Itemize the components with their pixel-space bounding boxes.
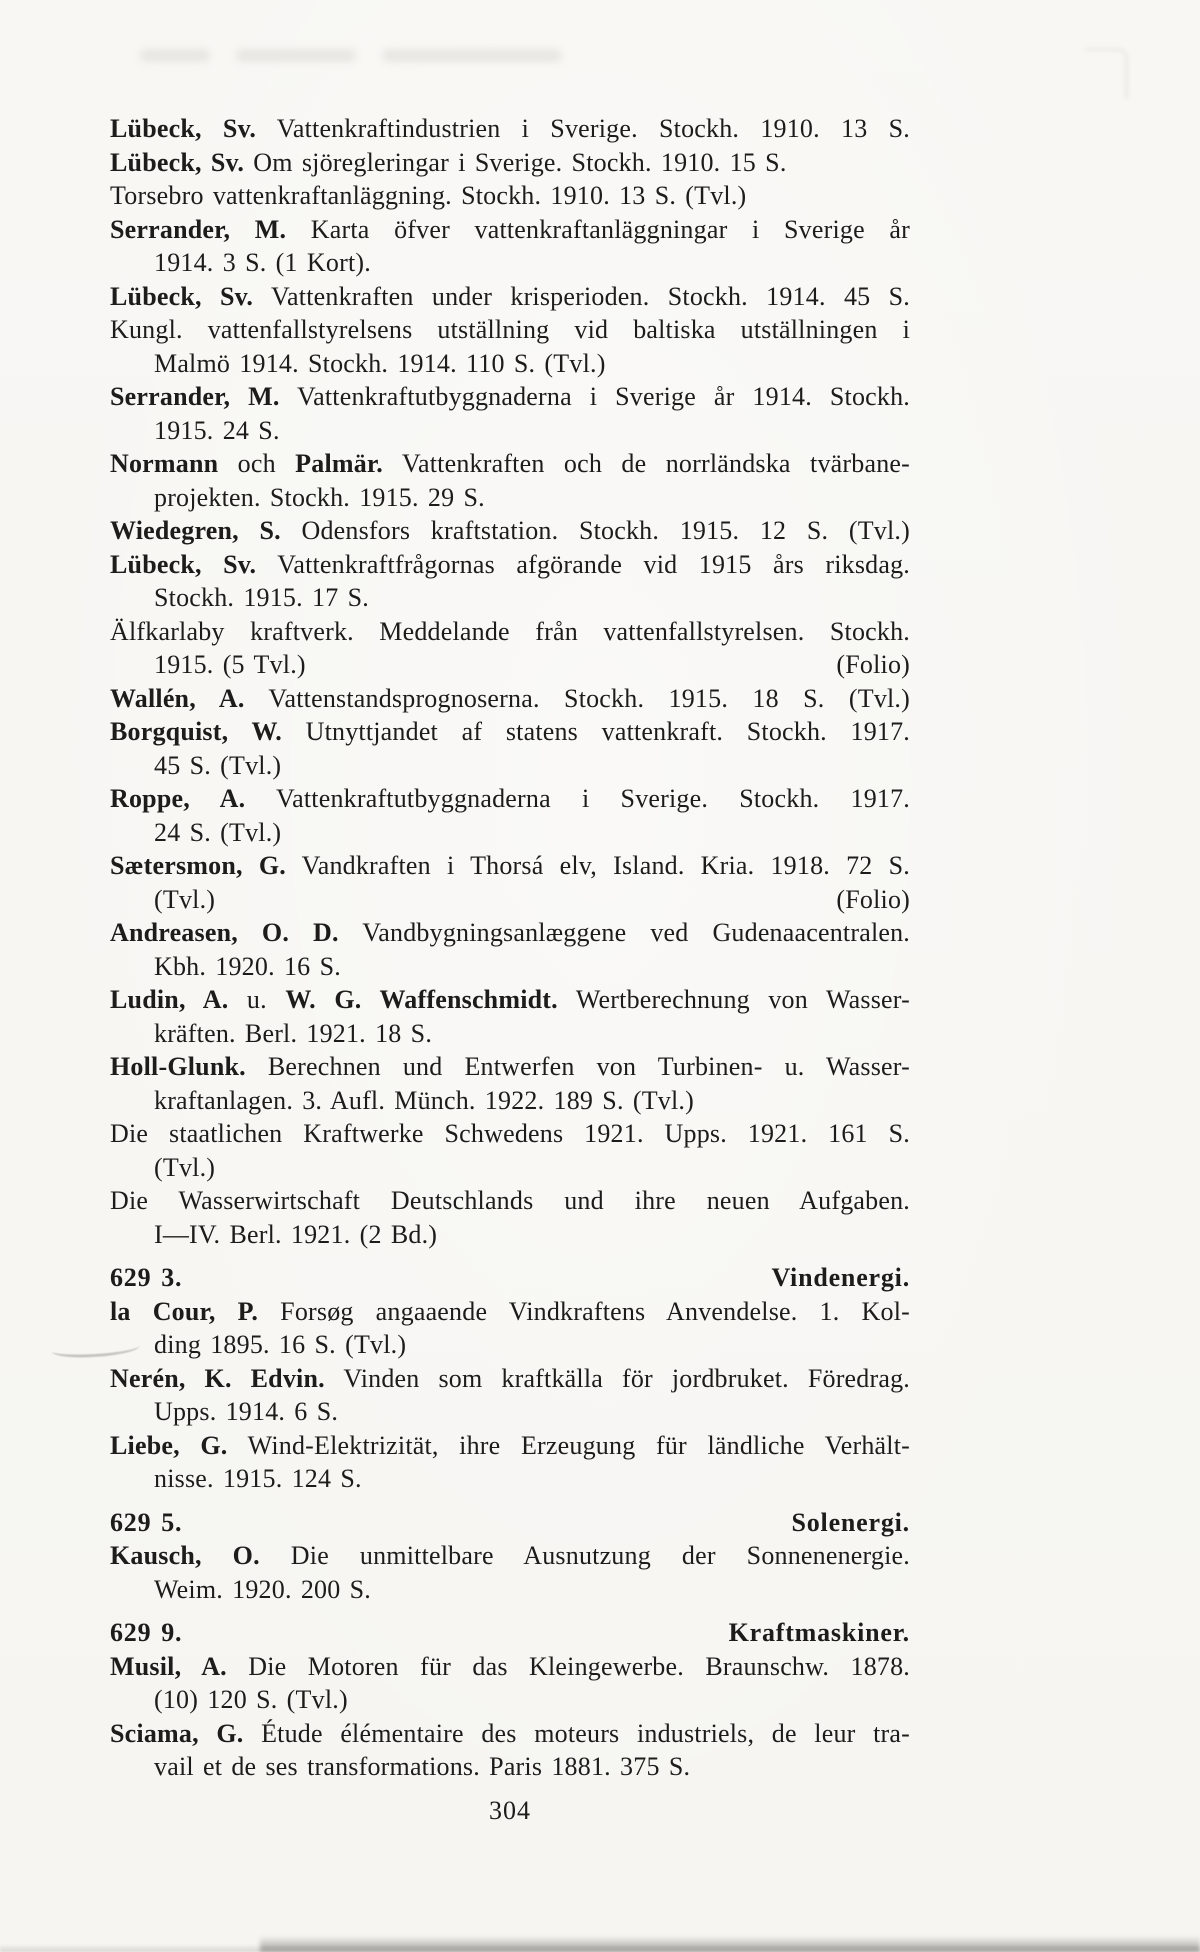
text-segment: kraftanlagen. 3. Aufl. Münch. 1922. 189 S. (Tvl.) bbox=[154, 1085, 694, 1115]
text-segment: Kungl. vattenfallstyrelsens utställning vid baltiska utställningen i bbox=[110, 315, 910, 344]
text-segment: I—IV. Berl. 1921. (2 Bd.) bbox=[154, 1219, 438, 1249]
bib-line bbox=[110, 414, 910, 448]
text-segment: Om sjöregleringar i Sverige. Stockh. 1910. 15 S. bbox=[244, 147, 787, 177]
bib-line bbox=[110, 548, 910, 582]
text-segment: Forsøg angaaende Vindkraftens Anvendelse. 1. Kol- bbox=[258, 1296, 910, 1326]
author-name: Nerén, K. Edvin. bbox=[110, 1363, 325, 1393]
bibliography-text bbox=[110, 112, 910, 1784]
bib-line bbox=[110, 1539, 910, 1573]
bib-line bbox=[110, 280, 910, 314]
author-name: Serrander, M. bbox=[110, 214, 287, 244]
text-segment: Wind-Elektrizität, ihre Erzeugung für ländliche Verhält- bbox=[227, 1430, 910, 1460]
page-number: 304 bbox=[489, 1796, 531, 1825]
text-segment: Wertberechnung von Wasser- bbox=[557, 985, 910, 1014]
line-right-text: (Folio) bbox=[836, 650, 910, 679]
line-left-text bbox=[154, 648, 306, 682]
bib-line bbox=[110, 1017, 910, 1051]
text-segment: Odensfors kraftstation. Stockh. 1915. 12 S. (Tvl.) bbox=[280, 516, 910, 545]
author-name: Kausch, O. bbox=[110, 1541, 260, 1570]
section-title: Solenergi. bbox=[791, 1507, 910, 1537]
bib-line bbox=[110, 146, 910, 180]
bib-line bbox=[110, 1218, 910, 1252]
section-header bbox=[110, 1261, 910, 1295]
bleedthrough-ghost-mark bbox=[1085, 48, 1128, 99]
text-segment: (Tvl.) bbox=[154, 884, 216, 914]
text-segment: 45 S. (Tvl.) bbox=[154, 750, 282, 780]
bib-line bbox=[110, 883, 910, 917]
text-segment: (10) 120 S. (Tvl.) bbox=[154, 1685, 348, 1714]
author-name: Roppe, A. bbox=[110, 784, 246, 813]
section-code: 629 9. bbox=[110, 1618, 183, 1647]
bib-line bbox=[110, 481, 910, 515]
text-segment: Torsebro vattenkraftanläggning. Stockh. 1910. 13 S. (Tvl.) bbox=[110, 181, 747, 210]
text-segment: u. bbox=[228, 985, 286, 1014]
line-left-text bbox=[154, 883, 215, 917]
section-title: Vindenergi. bbox=[771, 1263, 910, 1292]
bib-line bbox=[110, 1295, 910, 1329]
bib-line bbox=[110, 1650, 910, 1684]
text-segment: Vattenstandsprognoserna. Stockh. 1915. 18 S. (Tvl.) bbox=[244, 683, 910, 713]
section-code: 629 3. bbox=[110, 1263, 183, 1292]
text-segment: Vandkraften i Thorsá elv, Island. Kria. 1918. 72 S. bbox=[285, 851, 910, 880]
author-name: Serrander, M. bbox=[110, 382, 280, 411]
bib-line bbox=[110, 916, 910, 950]
section-header bbox=[110, 1506, 910, 1540]
bib-line bbox=[110, 581, 910, 615]
text-segment: ding 1895. 16 S. (Tvl.) bbox=[154, 1330, 407, 1359]
text-segment: Älfkarlaby kraftverk. Meddelande från vattenfallstyrelsen. Stockh. bbox=[110, 616, 910, 646]
text-segment: Vandbygningsanlæggene ved Gudenaacentralen. bbox=[338, 918, 910, 947]
bib-line bbox=[110, 749, 910, 783]
bib-line bbox=[110, 816, 910, 850]
author-name: Normann bbox=[110, 449, 219, 478]
text-segment: Vattenkraftutbyggnaderna i Sverige år 1914. Stockh. bbox=[279, 382, 910, 411]
text-segment: Upps. 1914. 6 S. bbox=[154, 1397, 339, 1426]
bib-line bbox=[110, 1750, 910, 1784]
bib-line bbox=[110, 1328, 910, 1362]
author-name: Lübeck, Sv. bbox=[110, 147, 245, 177]
text-segment: Die staatlichen Kraftwerke Schwedens 1921. Upps. 1921. 161 S. bbox=[110, 1119, 910, 1148]
author-name: Lübeck, Sv. bbox=[110, 281, 254, 311]
author-name: Lübeck, Sv. bbox=[110, 114, 257, 143]
bib-line bbox=[110, 849, 910, 883]
bib-line bbox=[110, 246, 910, 280]
section-header bbox=[110, 1616, 910, 1650]
author-name: Wiedegren, S. bbox=[110, 516, 281, 545]
bib-line bbox=[110, 313, 910, 347]
bib-line bbox=[110, 380, 910, 414]
bib-line bbox=[110, 615, 910, 649]
section-code: 629 5. bbox=[110, 1507, 183, 1537]
text-segment: Malmö 1914. Stockh. 1914. 110 S. (Tvl.) bbox=[154, 348, 606, 378]
bib-line bbox=[110, 213, 910, 247]
line-right-text: (Folio) bbox=[836, 884, 910, 914]
bib-line bbox=[110, 447, 910, 481]
author-name: Holl-Glunk. bbox=[110, 1052, 246, 1081]
author-name: la Cour, P. bbox=[110, 1296, 259, 1326]
text-segment: vail et de ses transformations. Paris 1881. 375 S. bbox=[154, 1752, 691, 1781]
text-segment: Vinden som kraftkälla för jordbruket. Föredrag. bbox=[324, 1363, 910, 1393]
text-segment: kräften. Berl. 1921. 18 S. bbox=[154, 1018, 433, 1048]
bib-line bbox=[110, 1717, 910, 1751]
text-segment: Vattenkraften under krisperioden. Stockh. 1914. 45 S. bbox=[253, 281, 910, 311]
author-name: Sætersmon, G. bbox=[110, 851, 286, 880]
text-segment: (Tvl.) bbox=[154, 1152, 216, 1182]
text-segment: Stockh. 1915. 17 S. bbox=[154, 583, 369, 612]
section-title: Kraftmaskiner. bbox=[728, 1618, 910, 1647]
bib-line bbox=[110, 1151, 910, 1185]
bib-line bbox=[110, 682, 910, 716]
text-segment: Weim. 1920. 200 S. bbox=[154, 1574, 372, 1604]
bib-line bbox=[110, 1429, 910, 1463]
text-segment: Vattenkraftutbyggnaderna i Sverige. Stockh. 1917. bbox=[245, 784, 910, 813]
text-segment: 1914. 3 S. (1 Kort). bbox=[154, 248, 371, 277]
author-name: Borgquist, W. bbox=[110, 717, 282, 746]
text-segment: Die Motoren für das Kleingewerbe. Braunschw. 1878. bbox=[226, 1651, 910, 1681]
text-segment: Die unmittelbare Ausnutzung der Sonnenenergie. bbox=[259, 1541, 910, 1570]
author-name: W. G. Waffenschmidt. bbox=[285, 985, 558, 1014]
bib-line bbox=[110, 1117, 910, 1151]
text-segment: Die Wasserwirtschaft Deutschlands und ihre neuen Aufgaben. bbox=[110, 1186, 910, 1215]
text-segment: Utnyttjandet af statens vattenkraft. Stockh. 1917. bbox=[281, 717, 910, 746]
scan-edge-shadow-dark bbox=[260, 1936, 1200, 1952]
author-name: Ludin, A. bbox=[110, 985, 229, 1014]
bib-line bbox=[110, 983, 910, 1017]
text-segment: Kbh. 1920. 16 S. bbox=[154, 951, 341, 981]
bib-line bbox=[110, 1395, 910, 1429]
author-name: Sciama, G. bbox=[110, 1718, 244, 1748]
text-segment: Berechnen und Entwerfen von Turbinen- u. Wasser- bbox=[245, 1052, 910, 1081]
bib-line bbox=[110, 1184, 910, 1218]
bib-line bbox=[110, 112, 910, 146]
author-name: Palmär. bbox=[295, 449, 383, 478]
bib-line bbox=[110, 648, 910, 682]
text-segment: Étude élémentaire des moteurs industriels, de leur tra- bbox=[243, 1718, 910, 1748]
text-segment: Vattenkraften och de norrländska tvärbane- bbox=[383, 449, 910, 478]
text-segment: Vattenkraftfrågornas afgörande vid 1915 års riksdag. bbox=[256, 549, 910, 579]
bib-line bbox=[110, 1573, 910, 1607]
bib-line bbox=[110, 1462, 910, 1496]
author-name: Liebe, G. bbox=[110, 1430, 228, 1460]
author-name: Lübeck, Sv. bbox=[110, 549, 257, 579]
author-name: Musil, A. bbox=[110, 1651, 227, 1681]
text-segment: Karta öfver vattenkraftanläggningar i Sverige år bbox=[286, 214, 910, 244]
bib-line bbox=[110, 782, 910, 816]
text-segment: 1915. (5 Tvl.) bbox=[154, 650, 306, 679]
text-segment: 24 S. (Tvl.) bbox=[154, 817, 282, 847]
bib-line bbox=[110, 347, 910, 381]
bib-line bbox=[110, 1683, 910, 1717]
bib-line bbox=[110, 1050, 910, 1084]
bib-line bbox=[110, 514, 910, 548]
text-segment: projekten. Stockh. 1915. 29 S. bbox=[154, 482, 485, 512]
bib-line bbox=[110, 950, 910, 984]
text-segment: 1915. 24 S. bbox=[154, 415, 280, 445]
bib-line bbox=[110, 179, 910, 213]
bib-line bbox=[110, 715, 910, 749]
bleedthrough-ghost-text bbox=[140, 42, 660, 68]
text-segment: Vattenkraftindustrien i Sverige. Stockh. 1910. 13 S. bbox=[256, 114, 910, 143]
author-name: Wallén, A. bbox=[110, 683, 245, 713]
author-name: Andreasen, O. D. bbox=[110, 918, 339, 947]
text-segment: och bbox=[218, 449, 296, 478]
bib-line bbox=[110, 1362, 910, 1396]
bib-line bbox=[110, 1084, 910, 1118]
text-segment: nisse. 1915. 124 S. bbox=[154, 1464, 362, 1493]
